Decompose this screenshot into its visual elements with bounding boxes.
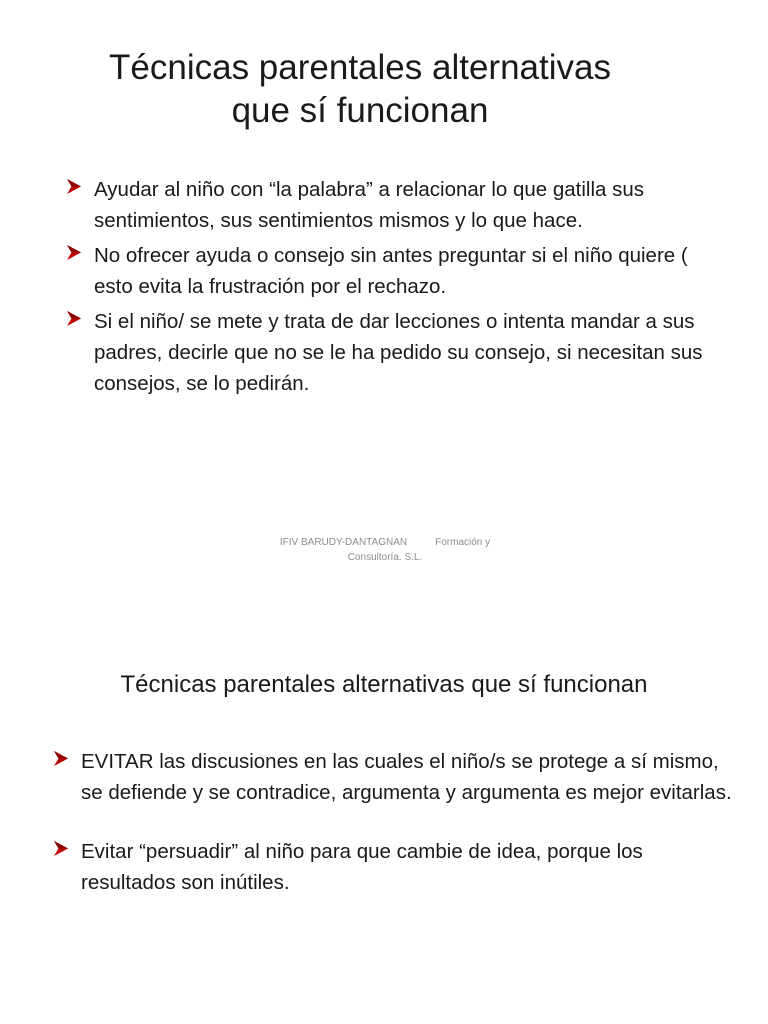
footer-subtitle-line-2: Consultoría. S.L. — [347, 552, 423, 563]
bullet-text: Si el niño/ se mete y trata de dar lecciones o intenta mandar a sus padres, decirle que no se le ha pedido su consejo, si necesitan sus consejos, se lo pedirán. — [94, 310, 703, 395]
slide-2-bullet-list — [53, 746, 743, 898]
list-item — [53, 836, 743, 898]
list-item — [66, 240, 706, 302]
footer-subtitle: Formación y — [435, 537, 491, 548]
list-item — [53, 746, 743, 808]
bullet-text: Evitar “persuadir” al niño para que cambie de idea, porque los resultados son inútiles. — [81, 840, 643, 894]
slide-2-title: Técnicas parentales alternativas que sí funcionan — [120, 671, 648, 698]
slide-1-title — [40, 46, 680, 132]
slide-1-bullet-list — [66, 174, 706, 403]
list-item — [66, 174, 706, 236]
arrow-bullet-icon — [66, 244, 82, 261]
arrow-bullet-icon — [66, 310, 82, 327]
arrow-bullet-icon — [53, 840, 69, 857]
list-item — [66, 306, 706, 399]
footer-organization: IFIV BARUDY-DANTAGNAN — [279, 537, 408, 548]
slide-1-title-line-2: que sí funcionan — [231, 91, 489, 130]
slide-2 — [0, 600, 768, 1024]
arrow-bullet-icon — [66, 178, 82, 195]
arrow-bullet-icon — [53, 750, 69, 767]
slide-footer — [240, 535, 530, 565]
bullet-text: No ofrecer ayuda o consejo sin antes preguntar si el niño quiere ( esto evita la frustración por el rechazo. — [94, 244, 688, 298]
bullet-text: EVITAR las discusiones en las cuales el niño/s se protege a sí mismo, se defiende y se contradice, argumenta y argumenta es mejor evitarlas. — [81, 750, 732, 804]
bullet-text: Ayudar al niño con “la palabra” a relacionar lo que gatilla sus sentimientos, sus sentimientos mismos y lo que hace. — [94, 178, 645, 232]
slide-1-title-line-1: Técnicas parentales alternativas — [109, 48, 611, 87]
